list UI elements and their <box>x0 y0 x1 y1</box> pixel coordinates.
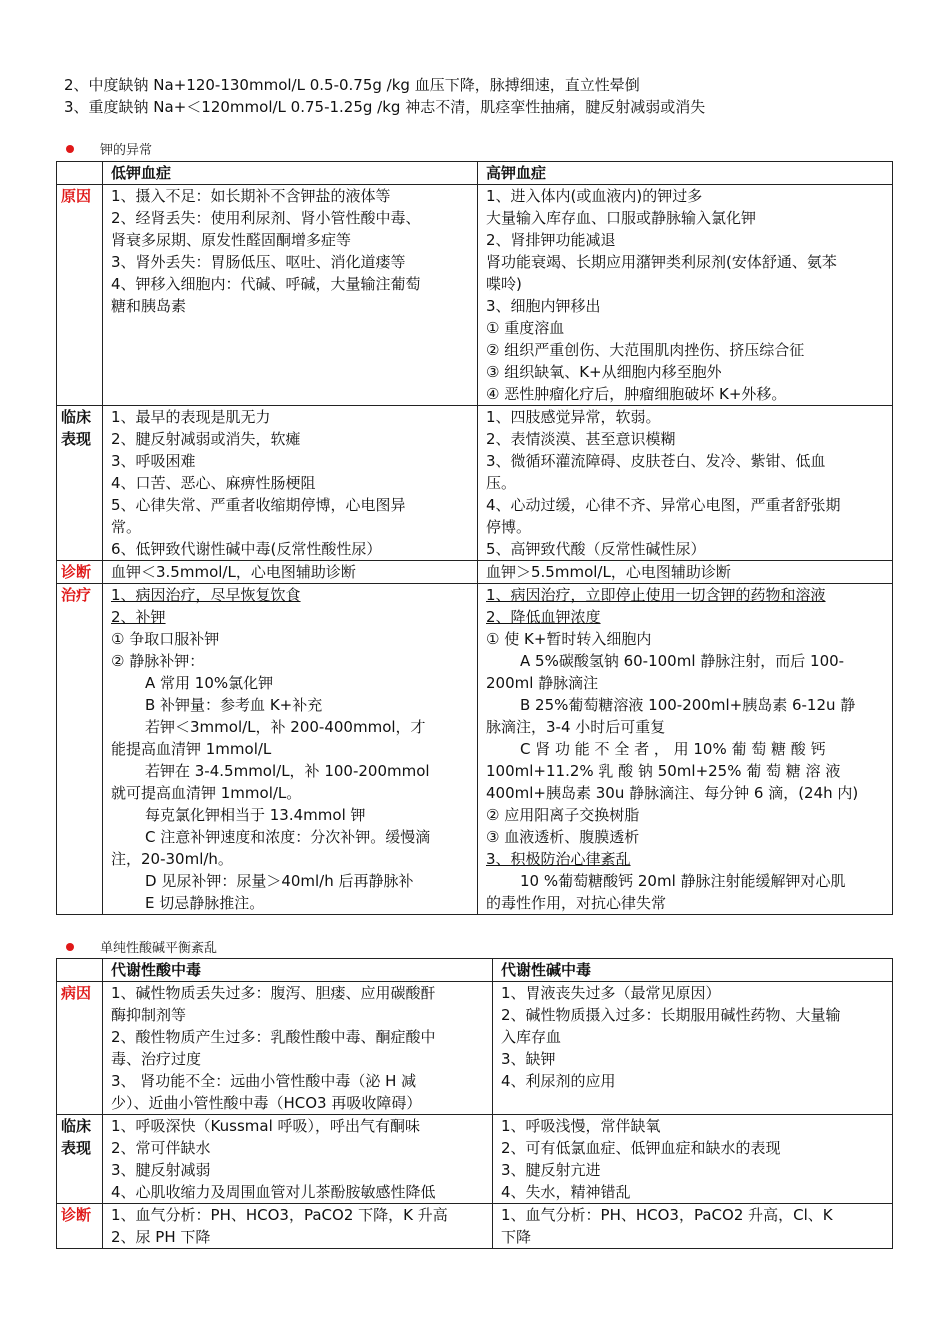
treatment-label: 治疗 <box>57 584 103 915</box>
hyperkalemia-treatment <box>478 584 893 915</box>
text-line: 2、肾排钾功能减退 <box>486 231 616 249</box>
text-line: 200ml 静脉滴注 <box>486 674 599 692</box>
text-line: 每克氯化钾相当于 13.4mmol 钾 <box>145 806 366 824</box>
acidosis-causes <box>103 982 493 1115</box>
text-line: 常。 <box>111 518 142 536</box>
potassium-cause-row <box>57 185 893 406</box>
text-line: 1、进入体内(或血液内)的钾过多 <box>486 187 703 205</box>
text-line: 2、表情淡漠、甚至意识模糊 <box>486 430 676 448</box>
text-line: 脉滴注，3-4 小时后可重复 <box>486 718 666 736</box>
acidbase-header-row <box>57 959 893 982</box>
hypokalemia-treatment <box>103 584 478 915</box>
text-line: 毒、治疗过度 <box>111 1050 202 1068</box>
text-line: ① 争取口服补钾 <box>111 630 220 648</box>
text-line: ① 重度溶血 <box>486 319 565 337</box>
severe-sodium-deficit: 3、重度缺钠 Na+＜120mmol/L 0.75-1.25g /kg 神志不清，肌痉挛性抽痛，腱反射减弱或消失 <box>64 98 706 116</box>
hyperkalemia-causes <box>478 185 893 406</box>
clinical-label <box>57 1115 103 1204</box>
alkalosis-clinical <box>493 1115 893 1204</box>
text-line: 酶抑制剂等 <box>111 1006 187 1024</box>
text-line: 若钾＜3mmol/L，补 200-400mmol，才 <box>145 718 426 736</box>
acidosis-clinical <box>103 1115 493 1204</box>
acidbase-diagnosis-row <box>57 1204 893 1249</box>
text-line: ① 使 K+暂时转入细胞内 <box>486 630 652 648</box>
text-line: 3、 肾功能不全：远曲小管性酸中毒（泌 H 减 <box>111 1072 417 1090</box>
text-line: 喋呤) <box>486 275 522 293</box>
text-line: 2、酸性物质产生过多：乳酸性酸中毒、酮症酸中 <box>111 1028 436 1046</box>
hyperkalemia-clinical <box>478 406 893 561</box>
cause-label: 病因 <box>57 982 103 1115</box>
text-line: B 25%葡萄糖溶液 100-200ml+胰岛素 6-12u 静 <box>520 696 856 714</box>
acidbase-clinical-row <box>57 1115 893 1204</box>
text-line: 大量输入库存血、口服或静脉输入氯化钾 <box>486 209 757 227</box>
label-line: 表现 <box>61 1139 92 1157</box>
text-line: 3、肾外丢失：胃肠低压、呕吐、消化道瘘等 <box>111 253 406 271</box>
text-line: 1、呼吸浅慢，常伴缺氧 <box>501 1117 661 1135</box>
text-line: 1、摄入不足：如长期补不含钾盐的液体等 <box>111 187 391 205</box>
acidbase-section-heading <box>66 937 217 956</box>
text-line: 少）、近曲小管性酸中毒（HCO3 再吸收障碍） <box>111 1094 422 1112</box>
text-line: 1、病因治疗，立即停止使用一切含钾的药物和溶液 <box>486 586 826 604</box>
empty-corner-cell <box>57 162 103 185</box>
text-line: ② 应用阳离子交换树脂 <box>486 806 640 824</box>
potassium-diagnosis-row <box>57 561 893 584</box>
text-line: C 注意补钾速度和浓度：分次补钾。缓慢滴 <box>145 828 431 846</box>
text-line: 2、补钾 <box>111 608 166 626</box>
hypokalemia-causes <box>103 185 478 406</box>
moderate-sodium-deficit: 2、中度缺钠 Na+120-130mmol/L 0.5-0.75g /kg 血压下降，脉搏细速，直立性晕倒 <box>64 76 640 94</box>
label-line: 临床 <box>61 1117 92 1135</box>
text-line: 2、腱反射减弱或消失，软瘫 <box>111 430 301 448</box>
text-line: C 肾 功 能 不 全 者 ， 用 10% 葡 萄 糖 酸 钙 <box>520 740 826 758</box>
text-line: 2、尿 PH 下降 <box>111 1228 211 1246</box>
text-line: 下降 <box>501 1228 532 1246</box>
text-line: 3、腱反射亢进 <box>501 1161 601 1179</box>
text-line: 若钾在 3-4.5mmol/L，补 100-200mmol <box>145 762 430 780</box>
text-line: E 切忌静脉推注。 <box>145 894 265 912</box>
text-line: 4、失水，精神错乱 <box>501 1183 631 1201</box>
text-line: A 5%碳酸氢钠 60-100ml 静脉注射，而后 100- <box>520 652 845 670</box>
text-line: 10 %葡萄糖酸钙 20ml 静脉注射能缓解钾对心肌 <box>520 872 846 890</box>
text-line: 入库存血 <box>501 1028 562 1046</box>
text-line: 4、利尿剂的应用 <box>501 1072 616 1090</box>
potassium-table <box>56 161 893 915</box>
bullet-icon <box>66 145 74 153</box>
label-line: 表现 <box>61 430 92 448</box>
acidosis-diagnosis <box>103 1204 493 1249</box>
metabolic-alkalosis-header: 代谢性碱中毒 <box>493 959 893 982</box>
alkalosis-causes <box>493 982 893 1115</box>
text-line: 6、低钾致代谢性碱中毒(反常性酸性尿） <box>111 540 382 558</box>
text-line: 的毒性作用，对抗心律失常 <box>486 894 667 912</box>
hypokalemia-clinical <box>103 406 478 561</box>
text-line: 2、常可伴缺水 <box>111 1139 211 1157</box>
text-line: 1、病因治疗，尽早恢复饮食 <box>111 586 301 604</box>
empty-corner-cell <box>57 959 103 982</box>
diagnosis-label: 诊断 <box>57 1204 103 1249</box>
text-line: 2、可有低氯血症、低钾血症和缺水的表现 <box>501 1139 781 1157</box>
text-line: 3、细胞内钾移出 <box>486 297 601 315</box>
text-line: ② 组织严重创伤、大范围肌肉挫伤、挤压综合征 <box>486 341 805 359</box>
text-line: 肾衰多尿期、原发性醛固酮增多症等 <box>111 231 352 249</box>
text-line: ④ 恶性肿瘤化疗后，肿瘤细胞破坏 K+外移。 <box>486 385 787 403</box>
text-line: ③ 血液透析、腹膜透析 <box>486 828 640 846</box>
potassium-treatment-row <box>57 584 893 915</box>
text-line: 5、心律失常、严重者收缩期停博，心电图异 <box>111 496 406 514</box>
potassium-header-row <box>57 162 893 185</box>
text-line: 4、心肌收缩力及周围血管对儿茶酚胺敏感性降低 <box>111 1183 436 1201</box>
text-line: ③ 组织缺氧、K+从细胞内移至胞外 <box>486 363 722 381</box>
text-line: 就可提高血清钾 1mmol/L。 <box>111 784 302 802</box>
hypokalemia-diagnosis: 血钾＜3.5mmol/L，心电图辅助诊断 <box>103 561 478 584</box>
text-line: 1、呼吸深快（Kussmal 呼吸），呼出气有酮味 <box>111 1117 421 1135</box>
text-line: 2、经肾丢失：使用利尿剂、肾小管性酸中毒、 <box>111 209 421 227</box>
hypokalemia-header: 低钾血症 <box>103 162 478 185</box>
text-line: 糖和胰岛素 <box>111 297 187 315</box>
potassium-clinical-row <box>57 406 893 561</box>
text-line: ② 静脉补钾： <box>111 652 205 670</box>
text-line: 4、口苦、恶心、麻痹性肠梗阻 <box>111 474 316 492</box>
acidbase-cause-row <box>57 982 893 1115</box>
text-line: 100ml+11.2% 乳 酸 钠 50ml+25% 葡 萄 糖 溶 液 <box>486 762 841 780</box>
text-line: 3、微循环灌流障碍、皮肤苍白、发冷、紫钳、低血 <box>486 452 826 470</box>
text-line: 肾功能衰竭、长期应用潴钾类利尿剂(安体舒通、氨苯 <box>486 253 837 271</box>
potassium-section-heading <box>66 139 152 158</box>
text-line: A 常用 10%氯化钾 <box>145 674 274 692</box>
text-line: 1、碱性物质丢失过多：腹泻、胆瘘、应用碳酸酐 <box>111 984 436 1002</box>
text-line: B 补钾量：参考血 K+补充 <box>145 696 323 714</box>
text-line: 3、缺钾 <box>501 1050 556 1068</box>
text-line: 注，20-30ml/h。 <box>111 850 233 868</box>
text-line: 停博。 <box>486 518 532 536</box>
bullet-icon <box>66 943 74 951</box>
text-line: 能提高血清钾 1mmol/L <box>111 740 272 758</box>
text-line: 5、高钾致代酸（反常性碱性尿） <box>486 540 706 558</box>
text-line: 4、心动过缓，心律不齐、异常心电图，严重者舒张期 <box>486 496 841 514</box>
text-line: 4、钾移入细胞内：代碱、呼碱，大量输注葡萄 <box>111 275 421 293</box>
hyperkalemia-diagnosis: 血钾＞5.5mmol/L，心电图辅助诊断 <box>478 561 893 584</box>
label-line: 临床 <box>61 408 92 426</box>
acidbase-section-title: 单纯性酸碱平衡紊乱 <box>100 941 218 956</box>
cause-label: 原因 <box>57 185 103 406</box>
clinical-label <box>57 406 103 561</box>
text-line: 1、胃液丧失过多（最常见原因） <box>501 984 721 1002</box>
text-line: 1、最早的表现是肌无力 <box>111 408 271 426</box>
text-line: 3、积极防治心律紊乱 <box>486 850 631 868</box>
hyperkalemia-header: 高钾血症 <box>478 162 893 185</box>
text-line: 压。 <box>486 474 517 492</box>
text-line: 1、血气分析：PH、HCO3，PaCO2 下降，K 升高 <box>111 1206 448 1224</box>
acidbase-table <box>56 958 893 1249</box>
text-line: D 见尿补钾：尿量＞40ml/h 后再静脉补 <box>145 872 414 890</box>
text-line: 2、碱性物质摄入过多：长期服用碱性药物、大量输 <box>501 1006 841 1024</box>
text-line: 2、降低血钾浓度 <box>486 608 601 626</box>
text-line: 1、四肢感觉异常，软弱。 <box>486 408 661 426</box>
text-line: 3、腱反射减弱 <box>111 1161 211 1179</box>
metabolic-acidosis-header: 代谢性酸中毒 <box>103 959 493 982</box>
alkalosis-diagnosis <box>493 1204 893 1249</box>
text-line: 1、血气分析：PH、HCO3，PaCO2 升高，Cl、K <box>501 1206 833 1224</box>
diagnosis-label: 诊断 <box>57 561 103 584</box>
text-line: 3、呼吸困难 <box>111 452 196 470</box>
sodium-deficit-lines <box>64 74 924 118</box>
potassium-section-title: 钾的异常 <box>100 143 153 158</box>
text-line: 400ml+胰岛素 30u 静脉滴注、每分钟 6 滴，(24h 内) <box>486 784 859 802</box>
